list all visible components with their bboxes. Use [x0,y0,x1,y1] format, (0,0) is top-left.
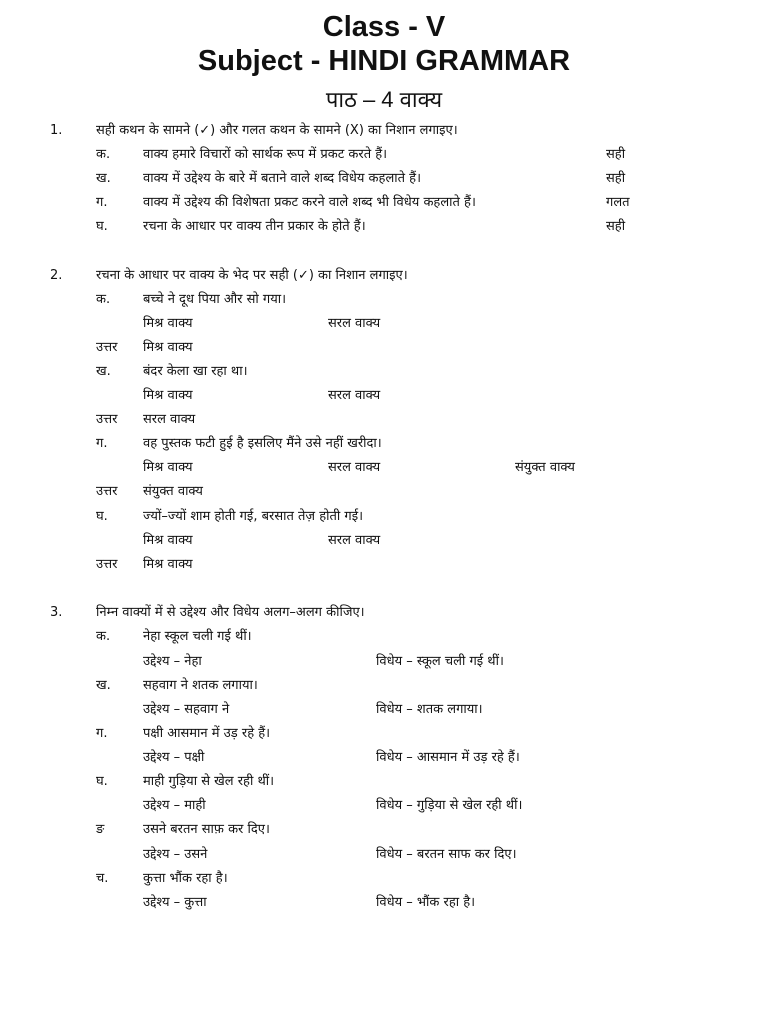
answer-text: मिश्र वाक्य [143,340,193,355]
item-label: ख. [96,364,111,379]
option-mishra: मिश्र वाक्य [143,388,193,403]
item-text: रचना के आधार पर वाक्य तीन प्रकार के होते हैं। [143,219,366,234]
option-saral: सरल वाक्य [328,533,381,548]
item-text: उसने बरतन साफ़ कर दिए। [143,822,270,837]
answer-text: सरल वाक्य [143,412,196,427]
option-saral: सरल वाक्य [328,316,381,331]
item-text: वाक्य हमारे विचारों को सार्थक रूप में प्रकट करते हैं। [143,147,388,162]
item-label: घ. [96,219,108,234]
item-label: ग. [96,436,108,451]
item-text: सहवाग ने शतक लगाया। [143,678,258,693]
question-prompt: सही कथन के सामने (✓) और गलत कथन के सामने (X) का निशान लगाइए। [96,123,458,138]
predicate-part: विधेय – शतक लगाया। [376,702,483,717]
item-answer: सही [606,147,626,162]
answer-label: उत्तर [96,484,118,499]
subject-heading: Subject - HINDI GRAMMAR [197,45,571,77]
item-label: ग. [96,195,108,210]
item-text: बच्चे ने दूध पिया और सो गया। [143,292,287,307]
item-label: ङ [96,822,105,837]
subject-part: उद्देश्य – उसने [143,847,208,862]
lesson-heading: पाठ – 4 वाक्य [325,87,443,112]
item-text: ज्यों–ज्यों शाम होती गई, बरसात तेज़ होती गई। [143,509,364,524]
item-text: नेहा स्कूल चली गई थीं। [143,629,252,644]
subject-part: उद्देश्य – माही [143,798,206,813]
predicate-part: विधेय – भौंक रहा है। [376,895,476,910]
item-text: वाक्य में उद्देश्य की विशेषता प्रकट करने वाले शब्द भी विधेय कहलाते हैं। [143,195,476,210]
item-text: बंदर केला खा रहा था। [143,364,248,379]
answer-label: उत्तर [96,412,118,427]
answer-text: संयुक्त वाक्य [143,484,203,499]
item-text: वह पुस्तक फटी हुई है इसलिए मैंने उसे नहीं खरीदा। [143,436,382,451]
predicate-part: विधेय – बरतन साफ कर दिए। [376,847,517,862]
item-label: ग. [96,726,108,741]
item-label: क. [96,292,111,307]
option-saral: सरल वाक्य [328,460,381,475]
predicate-part: विधेय – गुड़िया से खेल रही थीं। [376,798,523,813]
subject-part: उद्देश्य – नेहा [143,654,202,669]
item-label: ख. [96,171,111,186]
predicate-part: विधेय – आसमान में उड़ रहे हैं। [376,750,520,765]
answer-label: उत्तर [96,557,118,572]
item-text: माही गुड़िया से खेल रही थीं। [143,774,275,789]
item-answer: सही [606,171,626,186]
question-number: 2. [50,268,63,283]
question-number: 1. [50,123,63,138]
option-saral: सरल वाक्य [328,388,381,403]
item-text: पक्षी आसमान में उड़ रहे हैं। [143,726,271,741]
item-label: च. [96,871,109,886]
option-mishra: मिश्र वाक्य [143,316,193,331]
predicate-part: विधेय – स्कूल चली गई थीं। [376,654,504,669]
item-text: वाक्य में उद्देश्य के बारे में बताने वाले शब्द विधेय कहलाते हैं। [143,171,421,186]
option-mishra: मिश्र वाक्य [143,533,193,548]
subject-part: उद्देश्य – सहवाग ने [143,702,230,717]
subject-part: उद्देश्य – कुत्ता [143,895,207,910]
answer-text: मिश्र वाक्य [143,557,193,572]
class-heading: Class - V [322,11,446,43]
option-mishra: मिश्र वाक्य [143,460,193,475]
option-sanyukt: संयुक्त वाक्य [515,460,575,475]
item-answer: गलत [606,195,630,210]
item-label: क. [96,629,111,644]
question-prompt: रचना के आधार पर वाक्य के भेद पर सही (✓) का निशान लगाइए। [96,268,408,283]
question-number: 3. [50,605,63,620]
item-label: घ. [96,774,108,789]
item-label: ख. [96,678,111,693]
item-label: क. [96,147,111,162]
answer-label: उत्तर [96,340,118,355]
item-answer: सही [606,219,626,234]
item-text: कुत्ता भौंक रहा है। [143,871,228,886]
question-prompt: निम्न वाक्यों में से उद्देश्य और विधेय अलग–अलग कीजिए। [96,605,365,620]
item-label: घ. [96,509,108,524]
subject-part: उद्देश्य – पक्षी [143,750,205,765]
